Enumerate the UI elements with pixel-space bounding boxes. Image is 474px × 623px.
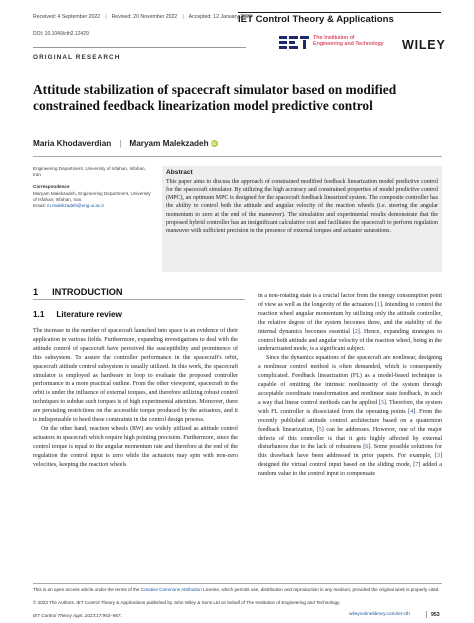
abstract-text: This paper aims to discuss the approach of constrained modified feedback linearization model predictive control for the spacecraft simulator. By utilizing the high accuracy and constrained properties of model predictive control (MPC), an optimum MPC is designed for the spacecraft feedback linearized system. The composite controller has the ability to control both the attitude and angular velocity of the reaction wheels (i.e. steering the angular momentum to zero at the end of the maneuver). The simulation and experimental results demonstrate that the proposed hybrid controller has an insignificant calculative cost and facilitates the spacecraft to perform regulation maneuver with sufficient precision in the presence of external torques and actuator saturations.: [166, 179, 438, 234]
email-link[interactable]: m.malekzadeh@eng.ui.ac.ir: [47, 203, 105, 209]
section-number: 1: [33, 287, 39, 297]
section-title: INTRODUCTION: [52, 287, 123, 297]
article-title: Attitude stabilization of spacecraft simulator based on modified constrained feedback linearization model predictive control: [33, 82, 397, 113]
affiliation-dept: Engineering Department, University of Isfahan, Isfahan, Iran: [33, 166, 146, 178]
citation-link[interactable]: 6: [365, 444, 369, 451]
citation-link[interactable]: 1: [376, 301, 380, 308]
section-divider: [33, 299, 245, 300]
paragraph: On the other hand, reaction wheels (RW) are widely utilized as attitude control actuators in spacecraft which require high pointing precision. Furthermore, since the control torque is equal to the angular momentum rate and therefore at the end of the regulation the control input is zero while the actuators may spin with non-zero velocities, keeping the reaction wheels: [33, 425, 238, 468]
received-date: Received: 4 September 2022: [33, 14, 101, 20]
journal-url[interactable]: wileyonlinelibrary.com/iet-cth: [349, 612, 410, 617]
citation-link[interactable]: 7: [415, 462, 419, 469]
footer-divider: [33, 583, 442, 584]
article-dates: Received: 4 September 2022 | Revised: 20 November 2022 | Accepted: 12 January 2023: [33, 14, 252, 20]
body-column-right: [258, 292, 442, 479]
correspondence-heading: Correspondence: [33, 184, 70, 190]
subsection-heading: [33, 310, 122, 319]
license-note: This is an open access article under the terms of the Creative Commons Attribution License, which permits use, distribution and reproduction in any medium, provided the original work is properly cited.: [33, 587, 440, 592]
author-list: Maria Khodaverdian | Maryam Malekzadeh iD: [33, 139, 217, 148]
section-heading-introduction: [33, 287, 123, 297]
paragraph: Since the dynamics equations of the spacecraft are nonlinear, designing a nonlinear control method is often demanded, which is consequently complicated. Feedback linearization (FL) as a model-based technique is capable of omitting the intrinsic nonlinearity of the system through acceptable coordinate transformation and nonlinear state feedback, in such a way that linear control methods can be applied [3]. Therefore, the system with FL controller is dissociated from the operating points [4]. From the recently published attitude control architecture based on a quaternion feedback linearization, [5] can be addresses. However, one of the major defects of this controller is that it gets highly affected by external disturbances due to the lack of robustness [6]. Some possible solutions for this drawback have been addressed in prior papers. For example, [3] designed the virtual control input based on the sliding mode, [7] added a random value to the control input to compensate: [258, 355, 442, 478]
subsection-number: 1.1: [33, 310, 45, 319]
publisher-logo[interactable]: WILEY: [402, 38, 446, 52]
author-divider: [33, 156, 442, 157]
footer-separator: [426, 611, 427, 618]
accepted-date: Accepted: 12 January 2023: [188, 14, 252, 20]
citation-link[interactable]: 3: [380, 399, 384, 406]
correspondence-body: Maryam Malekzadeh, Engineering Department, University of Isfahan, Isfahan, Iran.: [33, 190, 151, 202]
doi[interactable]: DOI: 10.1049/cth2.12429: [33, 31, 89, 37]
citation-link[interactable]: 2: [354, 328, 358, 335]
iet-logo[interactable]: [279, 34, 399, 56]
iet-logo-text: The Institution of Engineering and Technology: [313, 35, 384, 48]
body-column-left: [33, 327, 238, 470]
abstract-heading: Abstract: [166, 169, 193, 176]
paragraph: in a non-rotating state is a crucial factor from the energy consumption point of view as well as the longevity of the actuators [1]. Intending to control the reaction wheel angular momentum by utilizing only the attitude controller, the relative degree of the system becomes three, and the stability of the internal dynamics becomes essential [2]. Hence, expanding strategies to control both attitude and angular velocity of the reaction wheel, being in the underactuated mode, is a significant subject.: [258, 293, 442, 353]
citation-link[interactable]: 3: [436, 453, 440, 460]
revised-date: Revised: 20 November 2022: [111, 14, 178, 20]
license-link[interactable]: Creative Commons Attribution: [140, 587, 202, 592]
subsection-title: Literature review: [56, 310, 122, 319]
affiliation-block: [33, 166, 151, 209]
orcid-icon[interactable]: iD: [211, 141, 217, 146]
copyright-note: © 2023 The Authors. IET Control Theory & Applications published by John Wiley & Sons Ltd on behalf of The Institution of Engineering and Technology.: [33, 600, 341, 605]
author-1[interactable]: Maria Khodaverdian: [33, 139, 112, 148]
section-label: ORIGINAL RESEARCH: [33, 54, 121, 61]
citation-line: IET Control Theory Appl. 2023;17:953–967.: [33, 613, 122, 618]
iet-logo-icon: [279, 36, 309, 50]
paragraph: The increase in the number of spacecraft launched into space is an evidence of their application in various fields. Furthermore, expanding investigations to deal with the attitude control of spacecraft have perceived the susceptibility and prominence of this subsystem. To assure the controller performance in the spacecraft's orbit, spacecraft attitude control subsystem is usually utilized. In this work, the spacecraft simulator is employed as hardware in loop to evaluate the proposed controller performance in a more practical outline. From the other viewpoint, spacecraft in the orbit is under the influence of external torques, and therefore utilizing robust control techniques to subdue such torques is of high experimental attention. Moreover, there are persisting restrictions on the accessible torque produced by the actuators, and it is indispensable to heed these constraints in the control design process.: [33, 328, 238, 424]
citation-link[interactable]: 5: [318, 426, 322, 433]
correspondence-email: Email: m.malekzadeh@eng.ui.ac.ir: [33, 203, 105, 209]
page-number: 953: [431, 612, 440, 618]
author-2[interactable]: Maryam Malekzadeh: [129, 139, 209, 148]
header-divider: [33, 47, 246, 48]
journal-name: IET Control Theory & Applications: [238, 12, 441, 27]
citation-link[interactable]: 4: [410, 408, 414, 415]
